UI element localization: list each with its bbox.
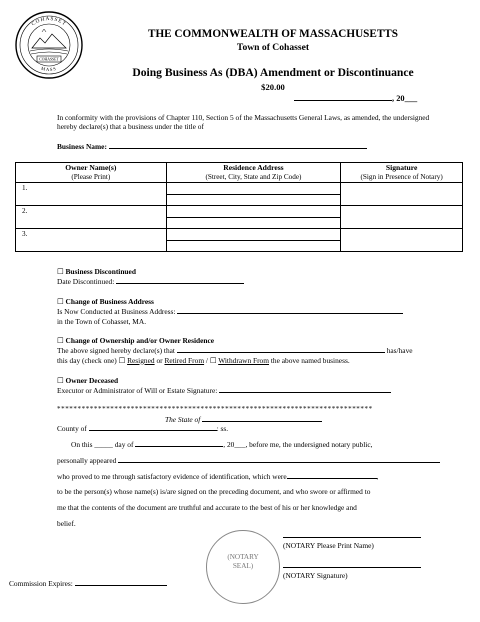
- commission-expires-field[interactable]: [75, 578, 167, 586]
- fee-label: $20.00: [261, 82, 285, 92]
- section-change-address: ☐ Change of Business Address Is Now Conducted at Business Address: in the Town of Cohasset, MA.: [57, 297, 477, 326]
- signature-cell-2[interactable]: [341, 206, 463, 229]
- commission-expires-line: Commission Expires:: [9, 578, 167, 588]
- form-title: Doing Business As (DBA) Amendment or Discontinuance: [132, 66, 414, 79]
- signature-header: Signature (Sign in Presence of Notary): [341, 163, 463, 183]
- withdrawn-option: Withdrawn From: [218, 355, 270, 365]
- discontinued-checkbox[interactable]: ☐: [57, 267, 64, 276]
- intro-paragraph: In conformity with the provisions of Chapter 110, Section 5 of the Massachusetts General Laws, as amended, the undersigned hereby declare(s) that a business under the title of: [57, 113, 430, 132]
- owner-name-field[interactable]: [177, 345, 385, 353]
- notary-print-name-label: (NOTARY Please Print Name): [283, 541, 374, 550]
- owner-name-cell-3[interactable]: 3.: [16, 229, 167, 252]
- notary-text-line-5: me that the contents of the document are truthful and accurate to the best of his or her knowledge and: [57, 503, 357, 512]
- section-deceased: ☐ Owner Deceased Executor or Administrator of Will or Estate Signature:: [57, 376, 477, 396]
- owners-table: [15, 162, 463, 252]
- notary-print-name-field[interactable]: [283, 537, 421, 538]
- date-field[interactable]: [294, 93, 392, 101]
- business-name-row: Business Name:: [57, 141, 367, 151]
- address-cell-3b[interactable]: [166, 240, 341, 252]
- business-name-field[interactable]: [109, 141, 367, 149]
- address-cell-2a[interactable]: [166, 206, 341, 218]
- address-cell-3a[interactable]: [166, 229, 341, 241]
- section-change-ownership: ☐ Change of Ownership and/or Owner Residence The above signed hereby declare(s) that has/have this day (check one) ☐ Resigned or Retired From / ☐ Withdrawn From the above named business.: [57, 336, 413, 365]
- change-address-checkbox[interactable]: ☐: [57, 297, 64, 306]
- svg-text:COHASSET: [31, 16, 68, 27]
- svg-text:MASS: [41, 66, 58, 72]
- seal-ribbon-text: COHASSET: [39, 57, 59, 62]
- owner-name-cell-2[interactable]: 2.: [16, 206, 167, 229]
- date-year-suffix: , 20___: [392, 94, 418, 103]
- withdrawn-checkbox[interactable]: ☐: [209, 355, 217, 365]
- notary-signature-field[interactable]: [283, 567, 421, 568]
- identification-line: who proved to me through satisfactory evidence of identification, which were ,: [57, 472, 379, 481]
- owner-name-cell-1[interactable]: 1.: [16, 183, 167, 206]
- county-line: County of : ss.: [57, 424, 229, 433]
- residence-address-header: Residence Address (Street, City, State and Zip Code): [166, 163, 341, 183]
- notary-month-field[interactable]: [135, 439, 223, 447]
- personally-appeared-line: personally appeared: [57, 455, 469, 465]
- notary-text-line-4: to be the person(s) whose name(s) is/are signed on the preceding document, and who swore or affirmed to: [57, 487, 371, 496]
- identification-field[interactable]: [287, 471, 377, 479]
- seal-bottom-text: MASS: [40, 65, 58, 73]
- address-cell-1b[interactable]: [166, 194, 341, 206]
- address-cell-2b[interactable]: [166, 217, 341, 229]
- executor-signature-field[interactable]: [219, 385, 391, 393]
- date-line[interactable]: [294, 93, 417, 105]
- resigned-checkbox[interactable]: ☐: [118, 355, 126, 365]
- town-heading: Town of Cohasset: [236, 42, 310, 53]
- business-name-label: Business Name: [57, 142, 105, 151]
- separator-stars: *****************************************************************************: [57, 405, 373, 413]
- resigned-option: Resigned: [127, 355, 155, 365]
- signature-cell-3[interactable]: [341, 229, 463, 252]
- state-of-field[interactable]: [202, 414, 322, 422]
- change-ownership-checkbox[interactable]: ☐: [57, 336, 64, 345]
- state-heading: THE COMMONWEALTH OF MASSACHUSETTS: [148, 28, 398, 40]
- state-of-line: The State of: [57, 414, 469, 424]
- appeared-name-field[interactable]: [118, 455, 440, 463]
- notary-text-line-6: belief.: [57, 519, 76, 528]
- address-cell-1a[interactable]: [166, 183, 341, 195]
- section-discontinued: ☐ Business Discontinued Date Discontinued:: [57, 267, 477, 287]
- signature-cell-1[interactable]: [341, 183, 463, 206]
- date-discontinued-field[interactable]: [116, 276, 244, 284]
- deceased-checkbox[interactable]: ☐: [57, 376, 64, 385]
- retired-option: Retired From: [164, 355, 205, 365]
- notary-seal-circle: (NOTARY SEAL): [206, 530, 280, 604]
- county-field[interactable]: [89, 423, 217, 431]
- new-business-address-field[interactable]: [177, 306, 403, 314]
- notary-signature-label: (NOTARY Signature): [283, 571, 348, 580]
- seal-top-text: COHASSET: [30, 15, 68, 28]
- owner-name-header: Owner Name(s) (Please Print): [16, 163, 167, 183]
- town-seal: [14, 10, 84, 80]
- notary-date-line: On this _____ day of , 20___, before me, the undersigned notary public,: [71, 440, 373, 449]
